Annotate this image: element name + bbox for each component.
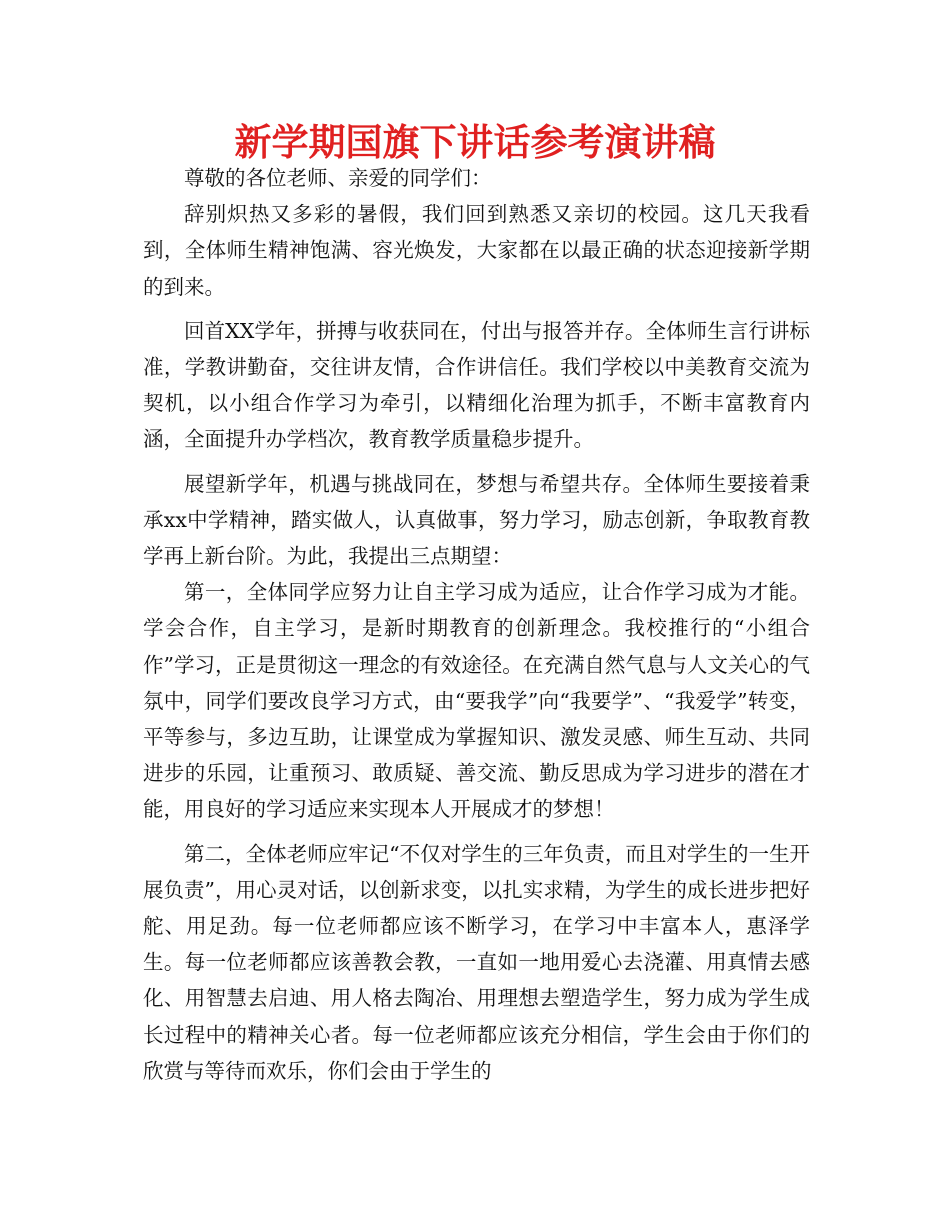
document-body	[143, 160, 810, 1089]
paragraph-second-expectation: 第二，全体老师应牢记“不仅对学生的三年负责，而且对学生的一生开展负责”，用心灵对话，以创新求变，以扎实求精，为学生的成长进步把好舵、用足劲。每一位老师都应该不断学习，在学习中丰富本人，惠泽学生。每一位老师都应该善教会教，一直如一地用爱心去浇灌、用真情去感化、用智慧去启迪、用人格去陶冶、用理想去塑造学生，努力成为学生成长过程中的精神关心者。每一位老师都应该充分相信，学生会由于你们的欣赏与等待而欢乐，你们会由于学生的	[143, 841, 810, 1083]
paragraph-opening: 辞别炽热又多彩的暑假，我们回到熟悉又亲切的校园。这几天我看到，全体师生精神饱满、容光焕发，大家都在以最正确的状态迎接新学期的到来。	[143, 202, 810, 299]
paragraph-first-expectation: 第一，全体同学应努力让自主学习成为适应，让合作学习成为才能。学会合作，自主学习，是新时期教育的创新理念。我校推行的“小组合作”学习，正是贯彻这一理念的有效途径。在充满自然气息与人文关心的气氛中，同学们要改良学习方式，由“要我学”向“我要学”、“我爱学”转变，平等参与，多边互助，让课堂成为掌握知识、激发灵感、师生互动、共同进步的乐园，让重预习、敢质疑、善交流、勤反思成为学习进步的潜在才能，用良好的学习适应来实现本人开展成才的梦想！	[143, 580, 810, 822]
document-title: 新学期国旗下讲话参考演讲稿	[234, 121, 716, 164]
paragraph-outlook: 展望新学年，机遇与挑战同在，梦想与希望共存。全体师生要接着秉承xx中学精神，踏实做人，认真做事，努力学习，励志创新，争取教育教学再上新台阶。为此，我提出三点期望：	[143, 471, 810, 569]
paragraph-review: 回首XX学年，拼搏与收获同在，付出与报答并存。全体师生言行讲标准，学教讲勤奋，交往讲友情，合作讲信任。我们学校以中美教育交流为契机，以小组合作学习为牵引，以精细化治理为抓手，不断丰富教育内涵，全面提升办学档次，教育教学质量稳步提升。	[143, 318, 810, 452]
paragraph-salutation: 尊敬的各位老师、亲爱的同学们：	[184, 166, 492, 190]
